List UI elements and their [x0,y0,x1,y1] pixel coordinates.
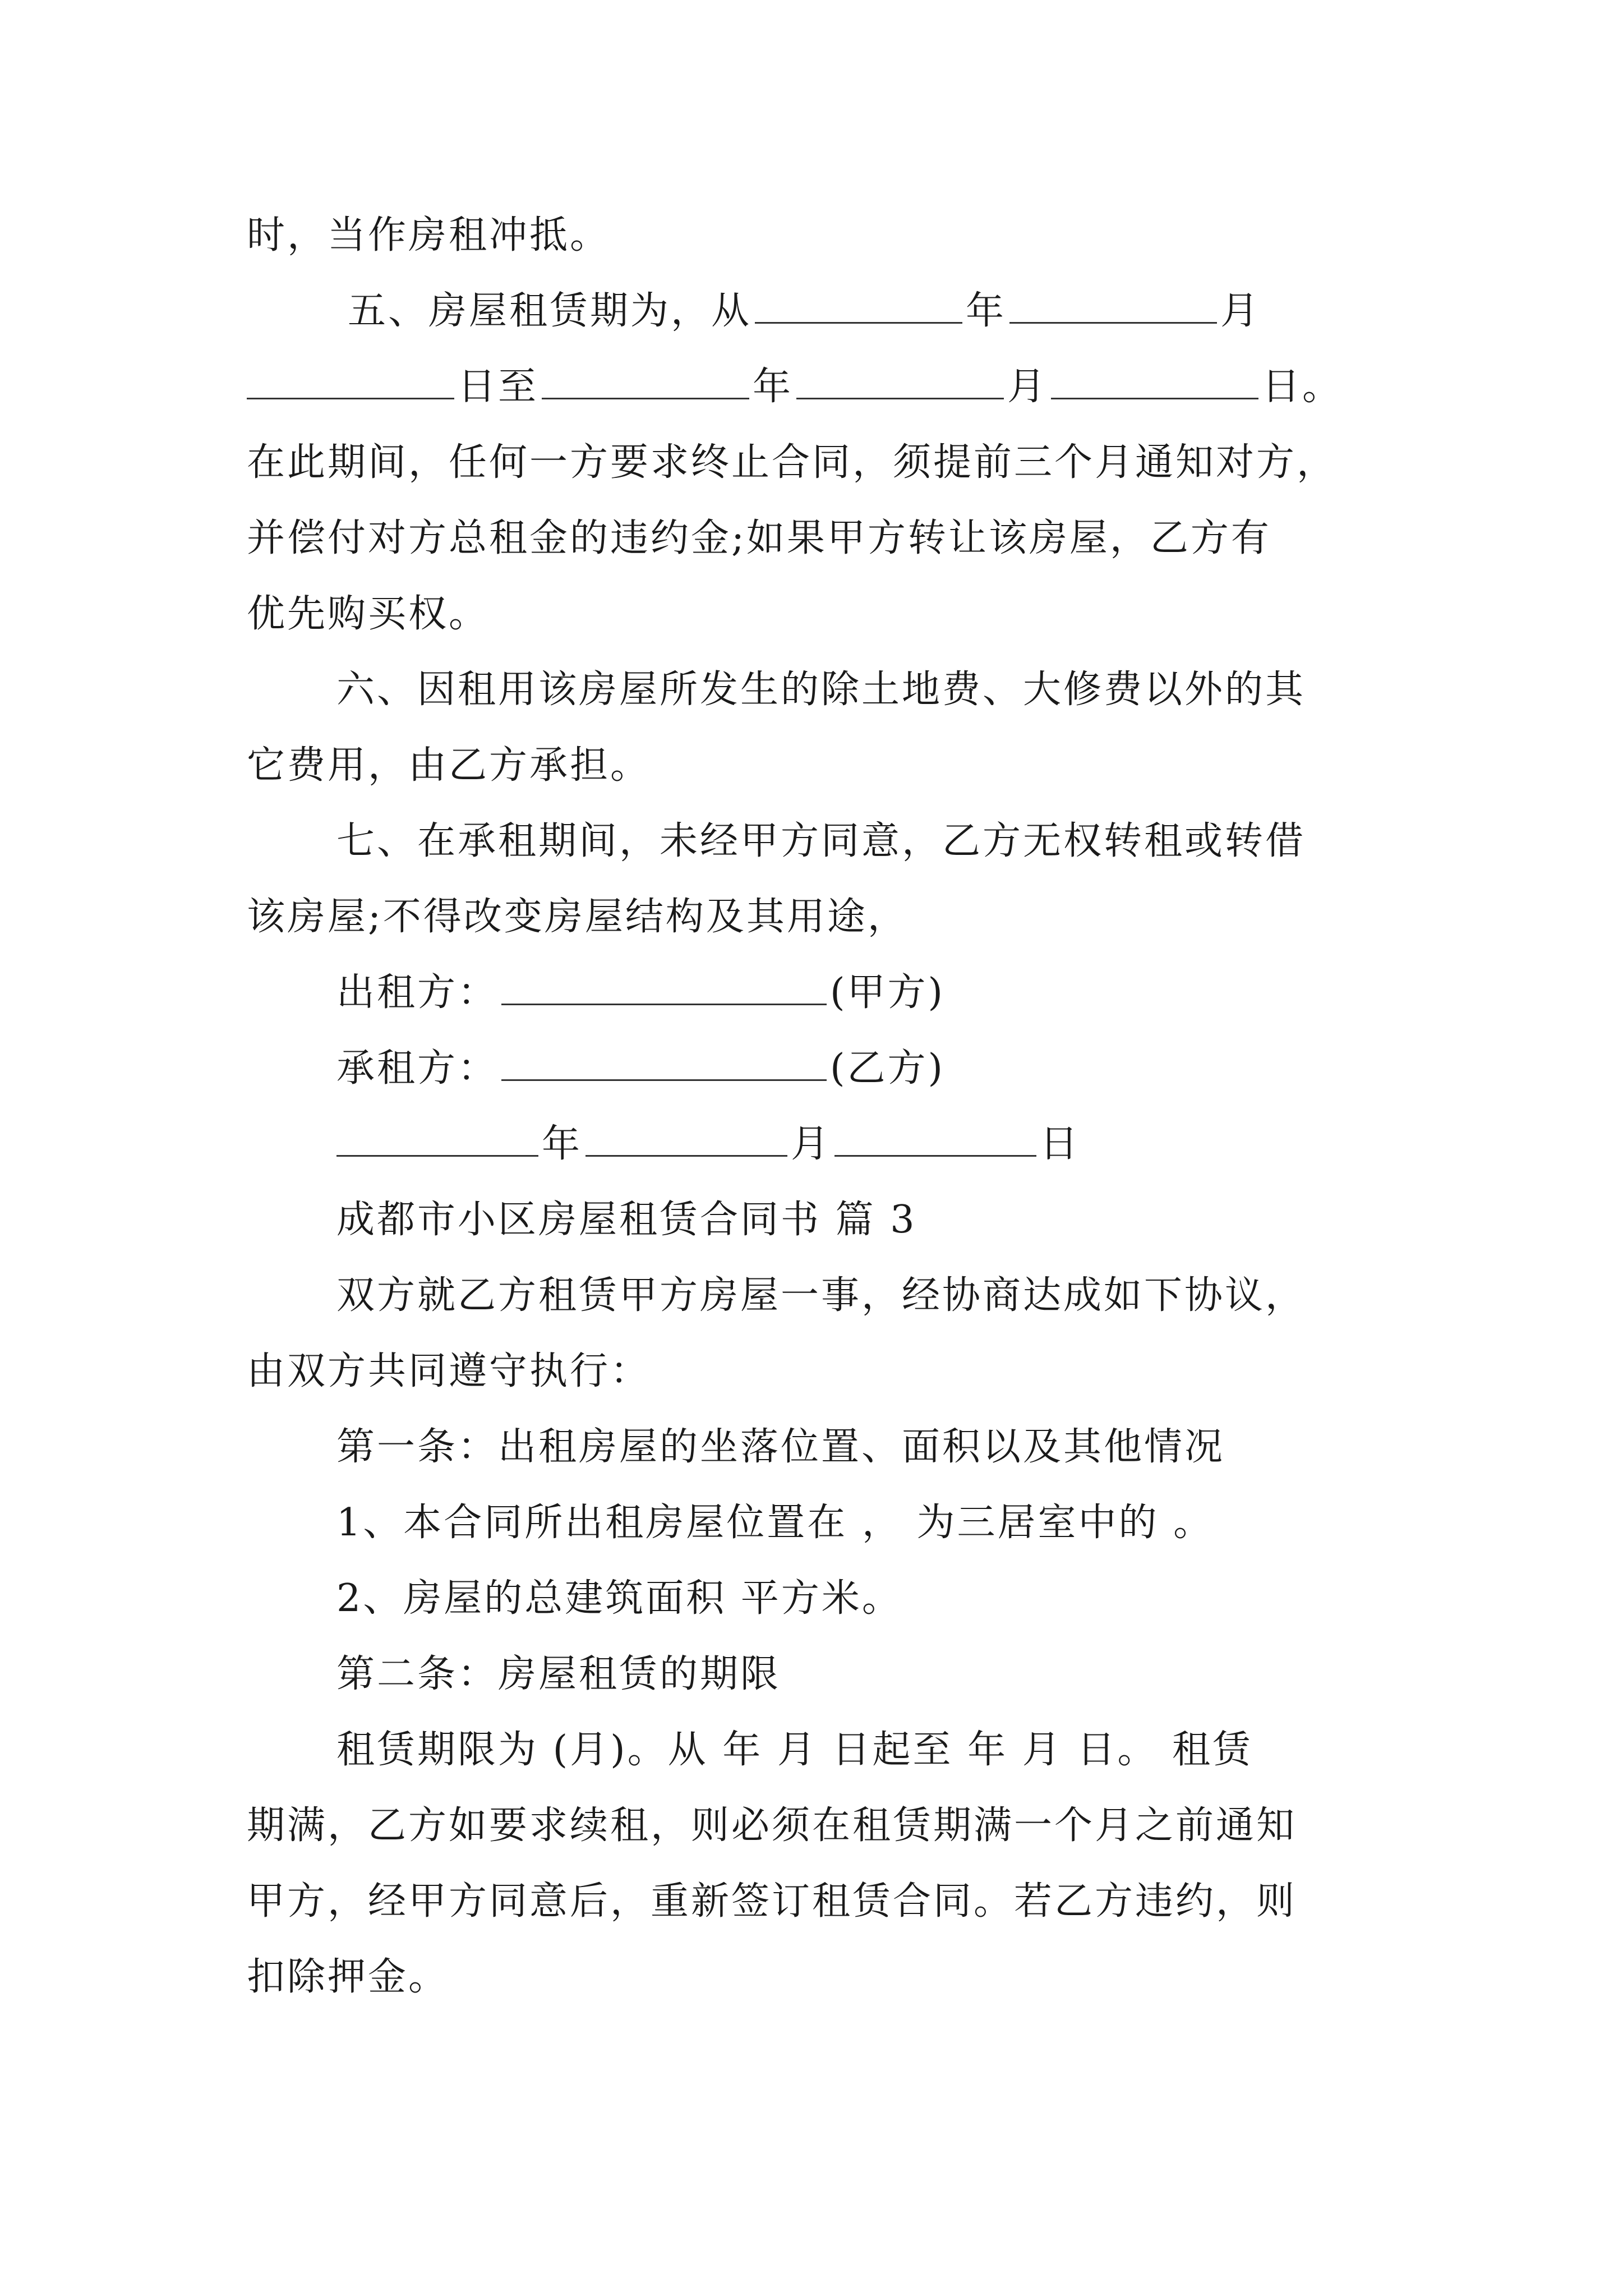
blank-field [755,287,962,324]
blank-field [1051,363,1258,399]
clause-heading: 第二条：房屋租赁的期限 [336,1652,781,1696]
text-line: 六、因租用该房屋所发生的除土地费、大修费以外的其 [336,668,1306,712]
text-line: 并偿付对方总租金的违约金;如果甲方转让该房屋，乙方有 [247,516,1271,560]
blank-field [336,1120,538,1157]
lessor-signature-line: 出租方： (甲方) [336,968,945,1018]
text-line: 2、房屋的总建筑面积 平方米。 [336,1576,902,1621]
text-line: 扣除押金。 [247,1955,449,1999]
lease-term-dates-line: 日至 年 月 日。 [247,362,1343,412]
text-line: 由双方共同遵守执行： [247,1349,651,1393]
blank-field [247,363,454,399]
clause-heading: 第一条：出租房屋的坐落位置、面积以及其他情况 [336,1425,1225,1469]
blank-field [834,1120,1036,1157]
text-line: 该房屋;不得改变房屋结构及其用途， [247,895,908,939]
text-line: 双方就乙方租赁甲方房屋一事，经协商达成如下协议， [336,1273,1306,1318]
blank-field [585,1120,787,1157]
text-line: 优先购买权。 [247,592,490,636]
blank-field [1009,287,1217,324]
lessee-signature-line: 承租方： (乙方) [336,1043,945,1094]
blank-field [542,363,749,399]
text-line: 它费用，由乙方承担。 [247,743,651,788]
text-line: 1、本合同所出租房屋位置在 ， 为三居室中的 。 [336,1501,1214,1545]
signature-blank [501,969,827,1005]
sign-date-line: 年 月 日 [336,1119,1080,1170]
signature-blank [501,1045,827,1081]
lease-term-line: 五、房屋租赁期为，从 年 月 [348,286,1261,337]
text-line: 七、在承租期间，未经甲方同意，乙方无权转租或转借 [336,819,1306,863]
text-line: 期满，乙方如要求续租，则必须在租赁期满一个月之前通知 [247,1803,1297,1848]
section-heading: 成都市小区房屋租赁合同书 篇 3 [336,1198,917,1242]
text-line: 甲方，经甲方同意后，重新签订租赁合同。若乙方违约，则 [247,1879,1297,1924]
text-line: 在此期间，任何一方要求终止合同，须提前三个月通知对方， [247,440,1338,485]
text-line: 时，当作房租冲抵。 [247,213,611,257]
blank-field [796,363,1004,399]
text-line: 租赁期限为 (月)。从 年 月 日起至 年 月 日。 租赁 [336,1728,1253,1772]
